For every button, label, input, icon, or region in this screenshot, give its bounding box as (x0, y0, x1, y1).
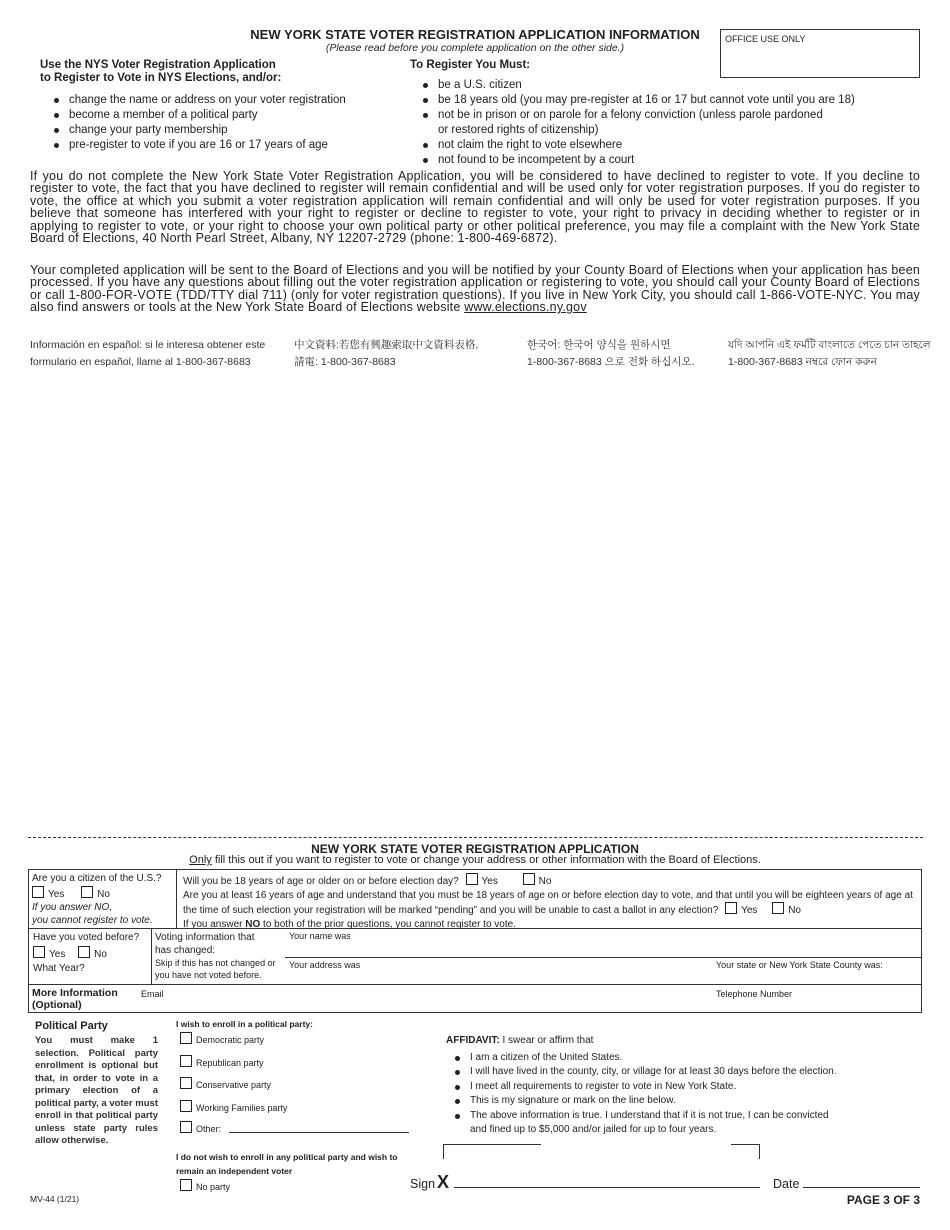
conservative-checkbox[interactable] (180, 1077, 192, 1089)
email-field[interactable] (175, 986, 705, 1010)
signature-field[interactable] (454, 1187, 760, 1188)
spanish-notice (30, 337, 265, 371)
divider (151, 928, 152, 985)
page-number: PAGE 3 OF 3 (846, 1193, 920, 1207)
age16-no-label: No (788, 905, 801, 916)
voting-info-label (155, 931, 285, 957)
other-checkbox[interactable] (180, 1121, 192, 1133)
republican-label: Republican party (196, 1058, 264, 1068)
age18-yes-label: Yes (481, 876, 498, 887)
working-families-label: Working Families party (196, 1103, 288, 1113)
sign-x-mark: X (437, 1172, 450, 1192)
voted-no-label: No (94, 949, 107, 960)
spanish-line1: Información en español: si le interesa obtener este (30, 339, 266, 351)
skip-line1: Skip if this has not changed or (155, 958, 276, 968)
more-info-line2: (Optional) (32, 999, 82, 1011)
list-item: I am a citizen of the United States. (452, 1051, 912, 1065)
voted-yes-label: Yes (49, 949, 66, 960)
list-item-text: The above information is true. I understand that if it is not true, I can be convicted (470, 1109, 829, 1121)
citizen-question: Are you a citizen of the U.S.? (32, 873, 162, 884)
list-item: pre-register to vote if you are 16 or 17 years of age (51, 138, 411, 153)
age16-no-checkbox[interactable] (772, 902, 784, 914)
list-item-continuation: or restored rights of citizenship) (438, 124, 599, 136)
voted-yes-checkbox[interactable] (33, 946, 45, 958)
left-heading-line2: to Register to Vote in NYS Elections, and/or: (40, 72, 282, 84)
citizen-note-1: If you answer NO, (32, 902, 113, 913)
democratic-label: Democratic party (196, 1035, 265, 1045)
right-heading: To Register You Must: (410, 59, 531, 71)
sign-label: Sign (410, 1177, 436, 1191)
no-party-checkbox[interactable] (180, 1179, 192, 1191)
republican-checkbox[interactable] (180, 1055, 192, 1067)
citizen-no-label: No (97, 889, 110, 900)
email-label: Email (141, 989, 164, 999)
political-party-title: Political Party (35, 1020, 108, 1032)
left-heading (40, 59, 380, 85)
affidavit-intro-text: I swear or affirm that (499, 1035, 594, 1046)
independent-note (176, 1150, 398, 1178)
date-label: Date (773, 1177, 800, 1191)
citizen-yes-checkbox[interactable] (32, 886, 44, 898)
age18-question: Will you be 18 years of age or older on or before election day? (183, 876, 459, 887)
party-option-conservative (180, 1077, 271, 1090)
voted-before-section (33, 931, 149, 975)
application-title: NEW YORK STATE VOTER REGISTRATION APPLICATION (311, 842, 639, 856)
party-option-other (180, 1121, 221, 1134)
name-was-field[interactable] (285, 957, 921, 958)
list-item: I will have lived in the county, city, or village for at least 30 days before the election. (452, 1065, 912, 1079)
processing-paragraph (30, 264, 920, 314)
spanish-line2: formulario en español, llame al 1-800-367-8683 (30, 356, 251, 368)
korean-notice (527, 337, 695, 371)
affidavit-intro (446, 1035, 593, 1046)
state-county-label: Your state or New York State County was: (716, 960, 883, 970)
working-families-checkbox[interactable] (180, 1100, 192, 1112)
signature-box-right-corner (731, 1144, 760, 1159)
office-use-box (720, 29, 920, 78)
processing-text: Your completed application will be sent to the Board of Elections and you will be notified by your County Board of Elections when your application has been processed. If you have any questions about filling out the voter registration application or registering to vote, you should call your County Board of Elections or call 1-800-FOR-VOTE (TDD/TTY dial 711) (only for voter registration questions). If you live in New York City, you should call 1-866-VOTE-NYC. You may also find answers or tools at the New York State Board of Elections website (30, 263, 920, 315)
other-label: Other: (196, 1124, 222, 1134)
note-text: to both of the prior questions, you cannot register to vote. (260, 919, 516, 930)
other-party-field[interactable] (229, 1132, 409, 1133)
tear-line (28, 837, 923, 838)
age18-no-label: No (538, 876, 552, 887)
age16-question: Are you at least 16 years of age and understand that you must be 18 years of age on or before election day to vote, and that until you will be eighteen years of age at the time of such election your registration will be marked “pending” and you will be unable to cast a ballot in any election? (183, 890, 913, 916)
bengali-line2: 1-800-367-8683 নম্বরে ফোন করুন (728, 356, 877, 368)
subtitle-rest: fill this out if you want to register to vote or change your address or other information with the Board of Elections. (211, 854, 761, 866)
age18-yes-checkbox[interactable] (466, 873, 478, 885)
party-option-working-families (180, 1100, 287, 1113)
only-word: Only (189, 854, 212, 866)
confidentiality-paragraph: If you do not complete the New York State Voter Registration Application, you will be considered to have declined to register to vote. If you decline to register to vote, the fact that you have declined to register will remain confidential and will be used only for voter registration purposes. If you do register to vote, the office at which you submit a voter registration application will remain confidential and will only be used for voter registration purposes. If you believe that someone has interfered with your right to register or decline to register to vote, your right to privacy in deciding whether to register or in applying to register to vote, or your right to choose your own political party or other political preference, you may file a complaint with the New York State Board of Elections, 40 North Pearl Street, Albany, NY 12207-2729 (phone: 1-800-469-6872). (30, 169, 920, 246)
conservative-label: Conservative party (196, 1080, 272, 1090)
independent-line2: remain an independent voter (176, 1166, 293, 1176)
citizen-yes-label: Yes (48, 889, 65, 900)
website-link[interactable]: www.elections.ny.gov (464, 300, 587, 315)
democratic-checkbox[interactable] (180, 1032, 192, 1044)
form-id: MV-44 (1/21) (30, 1194, 80, 1204)
citizen-no-checkbox[interactable] (81, 886, 93, 898)
voting-info-line2: has changed: (155, 945, 216, 956)
list-item: become a member of a political party (51, 108, 411, 123)
age18-no-checkbox[interactable] (523, 873, 535, 885)
age16-yes-checkbox[interactable] (725, 902, 737, 914)
korean-line1: 한국어: 한국어 양식을 원하시면 (527, 339, 671, 351)
age16-row (183, 889, 918, 917)
citizen-options (32, 886, 174, 901)
enroll-heading: I wish to enroll in a political party: (176, 1019, 313, 1029)
affidavit-list (452, 1051, 912, 1137)
info-subtitle: (Please read before you complete application on the other side.) (325, 42, 625, 54)
left-heading-line1: Use the NYS Voter Registration Application (40, 59, 276, 71)
more-info-line1: More Information (32, 987, 118, 999)
list-item: not claim the right to vote elsewhere (420, 138, 920, 153)
voted-before-question: Have you voted before? (33, 932, 140, 943)
right-list (420, 78, 920, 168)
voting-info-line1: Voting information that (155, 932, 255, 943)
list-item: This is my signature or mark on the line below. (452, 1094, 912, 1108)
name-was-label: Your name was (289, 931, 351, 941)
left-list (51, 93, 411, 153)
independent-line1: I do not wish to enroll in any political party and wish to (176, 1152, 398, 1162)
list-item: change the name or address on your voter registration (51, 93, 411, 108)
note-bold: NO (245, 919, 261, 930)
korean-line2: 1-800-367-8683 으로 전화 하십시오. (527, 356, 695, 368)
affidavit-label: AFFIDAVIT: (446, 1035, 500, 1046)
political-party-text: You must make 1 selection. Political party enrollment is optional but that, in order to vote in a primary election of a political party, a voter must enroll in that political party unless state party rules allow otherwise. (35, 1035, 158, 1146)
office-use-label: OFFICE USE ONLY (725, 34, 806, 44)
age16-yes-label: Yes (741, 905, 758, 916)
list-item: be 18 years old (you may pre-register at 16 or 17 but cannot vote until you are 18) (420, 93, 920, 108)
chinese-line2: 請電: 1-800-367-8683 (294, 356, 396, 368)
application-subtitle (0, 854, 950, 866)
info-title: NEW YORK STATE VOTER REGISTRATION APPLICATION INFORMATION (250, 27, 700, 42)
skip-line2: you have not voted before. (155, 970, 262, 980)
list-item (420, 108, 920, 138)
party-option-democratic (180, 1032, 264, 1045)
bengali-line1: যদি আপনি এই ফর্মটি বাংলাতে পেতে চান তাহলে (728, 339, 931, 351)
what-year-label: What Year? (33, 963, 85, 974)
note-text: If you answer (183, 919, 246, 930)
list-item: I meet all requirements to register to vote in New York State. (452, 1080, 912, 1094)
list-item-text: not be in prison or on parole for a felony conviction (unless parole pardoned (438, 109, 823, 121)
list-item: change your party membership (51, 123, 411, 138)
chinese-line1: 中文資料:若您有興趣索取中文資料表格, (294, 339, 479, 351)
address-was-label: Your address was (289, 960, 361, 970)
skip-note (155, 957, 290, 981)
voted-before-options (33, 946, 149, 961)
no-party-label: No party (196, 1182, 231, 1192)
age-section (183, 873, 918, 931)
divider (176, 869, 177, 929)
bengali-notice (728, 337, 931, 371)
voted-no-checkbox[interactable] (78, 946, 90, 958)
list-item (452, 1109, 912, 1138)
chinese-notice (294, 337, 478, 371)
citizen-section (32, 872, 174, 927)
party-option-none (180, 1179, 230, 1192)
party-option-republican (180, 1055, 264, 1068)
list-item-continuation: and fined up to $5,000 and/or jailed for up to four years. (470, 1124, 717, 1136)
list-item: be a U.S. citizen (420, 78, 920, 93)
list-item: not found to be incompetent by a court (420, 153, 920, 168)
date-field[interactable] (803, 1187, 920, 1188)
more-info-label (32, 987, 118, 1011)
citizen-note-2: you cannot register to vote. (32, 915, 153, 926)
signature-box-left-corner (443, 1144, 541, 1159)
telephone-label: Telephone Number (716, 989, 793, 999)
age18-row (183, 873, 918, 888)
